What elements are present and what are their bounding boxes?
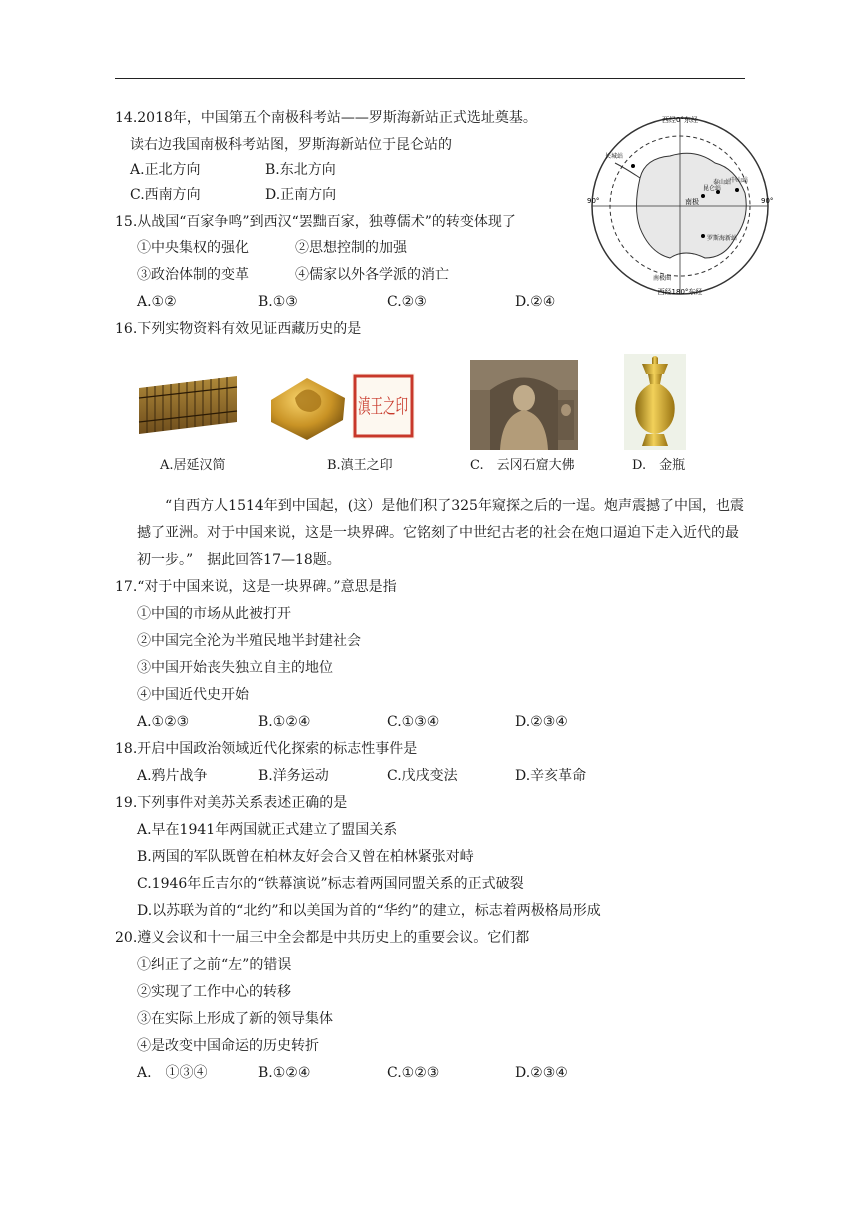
q14-stem-line2: 读右边我国南极科考站图，罗斯海新站位于昆仑站的	[130, 137, 452, 153]
header-rule	[115, 78, 745, 79]
q19-stem: 19.下列事件对美苏关系表述正确的是	[115, 795, 348, 811]
map-top-label: 西经0°东经	[662, 116, 698, 124]
map-right-label: 90°	[761, 197, 774, 205]
q19-option-c[interactable]: C.1946年丘吉尔的“铁幕演说”标志着两国同盟关系的正式破裂	[137, 876, 524, 892]
q15-item-3: ③政治体制的变革	[137, 267, 249, 283]
q16-caption-d: D. 金瓶	[632, 458, 686, 473]
map-bottom-label: 西经180°东经	[657, 288, 703, 296]
changcheng-label: 长城站	[605, 153, 624, 160]
q17-item-1: ①中国的市场从此被打开	[137, 606, 291, 622]
q15-option-b[interactable]: B.①③	[258, 294, 298, 310]
q18-stem: 18.开启中国政治领域近代化探索的标志性事件是	[115, 741, 418, 757]
q16-caption-c: C. 云冈石窟大佛	[470, 458, 575, 473]
q20-option-a[interactable]: A. ①③④	[137, 1065, 208, 1081]
map-pole-label: 南极	[685, 198, 699, 206]
q20-item-3: ③在实际上形成了新的领导集体	[137, 1011, 333, 1027]
q17-stem: 17.“对于中国来说，这是一块界碑。”意思是指	[115, 579, 397, 595]
q15-item-2: ②思想控制的加强	[295, 240, 407, 256]
q16-stem: 16.下列实物资料有效见证西藏历史的是	[115, 321, 362, 337]
antarctic-circle-label: 南极圈	[653, 275, 672, 282]
golden-vase-image	[624, 354, 686, 450]
zhongshan-label: 中山站	[730, 177, 749, 184]
q19-option-a[interactable]: A.早在1941年两国就正式建立了盟国关系	[137, 822, 398, 838]
q17-option-d[interactable]: D.②③④	[515, 714, 568, 730]
q19-option-b[interactable]: B.两国的军队既曾在柏林友好会合又曾在柏林紧张对峙	[137, 849, 474, 865]
q14-option-c[interactable]: C.西南方向	[130, 187, 201, 203]
q17-item-4: ④中国近代史开始	[137, 687, 249, 703]
q20-item-4: ④是改变中国命运的历史转折	[137, 1038, 319, 1054]
q17-option-a[interactable]: A.①②③	[137, 714, 190, 730]
dian-king-seal-imprint	[352, 373, 415, 439]
q17-option-b[interactable]: B.①②④	[258, 714, 311, 730]
q20-item-1: ①纠正了之前“左”的错误	[137, 957, 292, 973]
q14-option-d[interactable]: D.正南方向	[265, 187, 337, 203]
map-left-label: 90°	[587, 197, 600, 205]
q17-item-3: ③中国开始丧失独立自主的地位	[137, 660, 333, 676]
q16-caption-b: B.滇王之印	[327, 458, 393, 473]
q18-option-d[interactable]: D.辛亥革命	[515, 768, 587, 784]
q17-item-2: ②中国完全沦为半殖民地半封建社会	[137, 633, 361, 649]
dian-king-gold-seal-image	[265, 368, 350, 443]
q15-stem: 15.从战国“百家争鸣”到西汉“罢黜百家，独尊儒术”的转变体现了	[115, 214, 516, 230]
q15-item-4: ④儒家以外各学派的消亡	[295, 267, 449, 283]
yungang-grottoes-buddha-image	[470, 360, 578, 450]
antarctic-stations-map	[585, 108, 775, 298]
q18-option-b[interactable]: B.洋务运动	[258, 768, 329, 784]
q20-stem: 20.遵义会议和十一届三中全会都是中共历史上的重要会议。它们都	[115, 930, 530, 946]
q15-item-1: ①中央集权的强化	[137, 240, 249, 256]
q19-option-d[interactable]: D.以苏联为首的“北约”和以美国为首的“华约”的建立，标志着两极格局形成	[137, 903, 601, 919]
taishan-label: 泰山站	[713, 179, 732, 186]
q16-caption-a: A.居延汉简	[160, 458, 226, 473]
juyan-bamboo-slips-image	[133, 370, 243, 440]
rossnew-label: 罗斯海新站	[707, 235, 738, 242]
q14-stem-line1: 14.2018年，中国第五个南极科考站——罗斯海新站正式选址奠基。	[115, 110, 537, 126]
seal-imprint-text: 滇王之印	[358, 394, 408, 418]
q20-item-2: ②实现了工作中心的转移	[137, 984, 291, 1000]
kunlun-label: 昆仑站	[703, 185, 722, 192]
kunlun-station-dot	[701, 194, 705, 198]
q15-option-a[interactable]: A.①②	[137, 294, 177, 310]
passage-17-18: “自西方人1514年到中国起，(这）是他们积了325年窥探之后的一逞。炮声震撼了中国，也震撼了亚洲。对于中国来说，这是一块界碑。它铭刻了中世纪古老的社会在炮口逼迫下走入近代的最初一步。” 据此回答17—18题。	[137, 498, 744, 568]
q17-option-c[interactable]: C.①③④	[387, 714, 440, 730]
q18-option-c[interactable]: C.戊戌变法	[387, 768, 458, 784]
q20-option-c[interactable]: C.①②③	[387, 1065, 440, 1081]
q15-option-c[interactable]: C.②③	[387, 294, 427, 310]
zhongshan-station-dot	[735, 188, 739, 192]
q18-option-a[interactable]: A.鸦片战争	[137, 768, 208, 784]
q20-option-b[interactable]: B.①②④	[258, 1065, 311, 1081]
rossnew-station-dot	[701, 234, 705, 238]
q20-option-d[interactable]: D.②③④	[515, 1065, 568, 1081]
q14-option-b[interactable]: B.东北方向	[265, 162, 336, 178]
q15-option-d[interactable]: D.②④	[515, 294, 556, 310]
changcheng-station-dot	[631, 164, 635, 168]
q14-option-a[interactable]: A.正北方向	[130, 162, 201, 178]
